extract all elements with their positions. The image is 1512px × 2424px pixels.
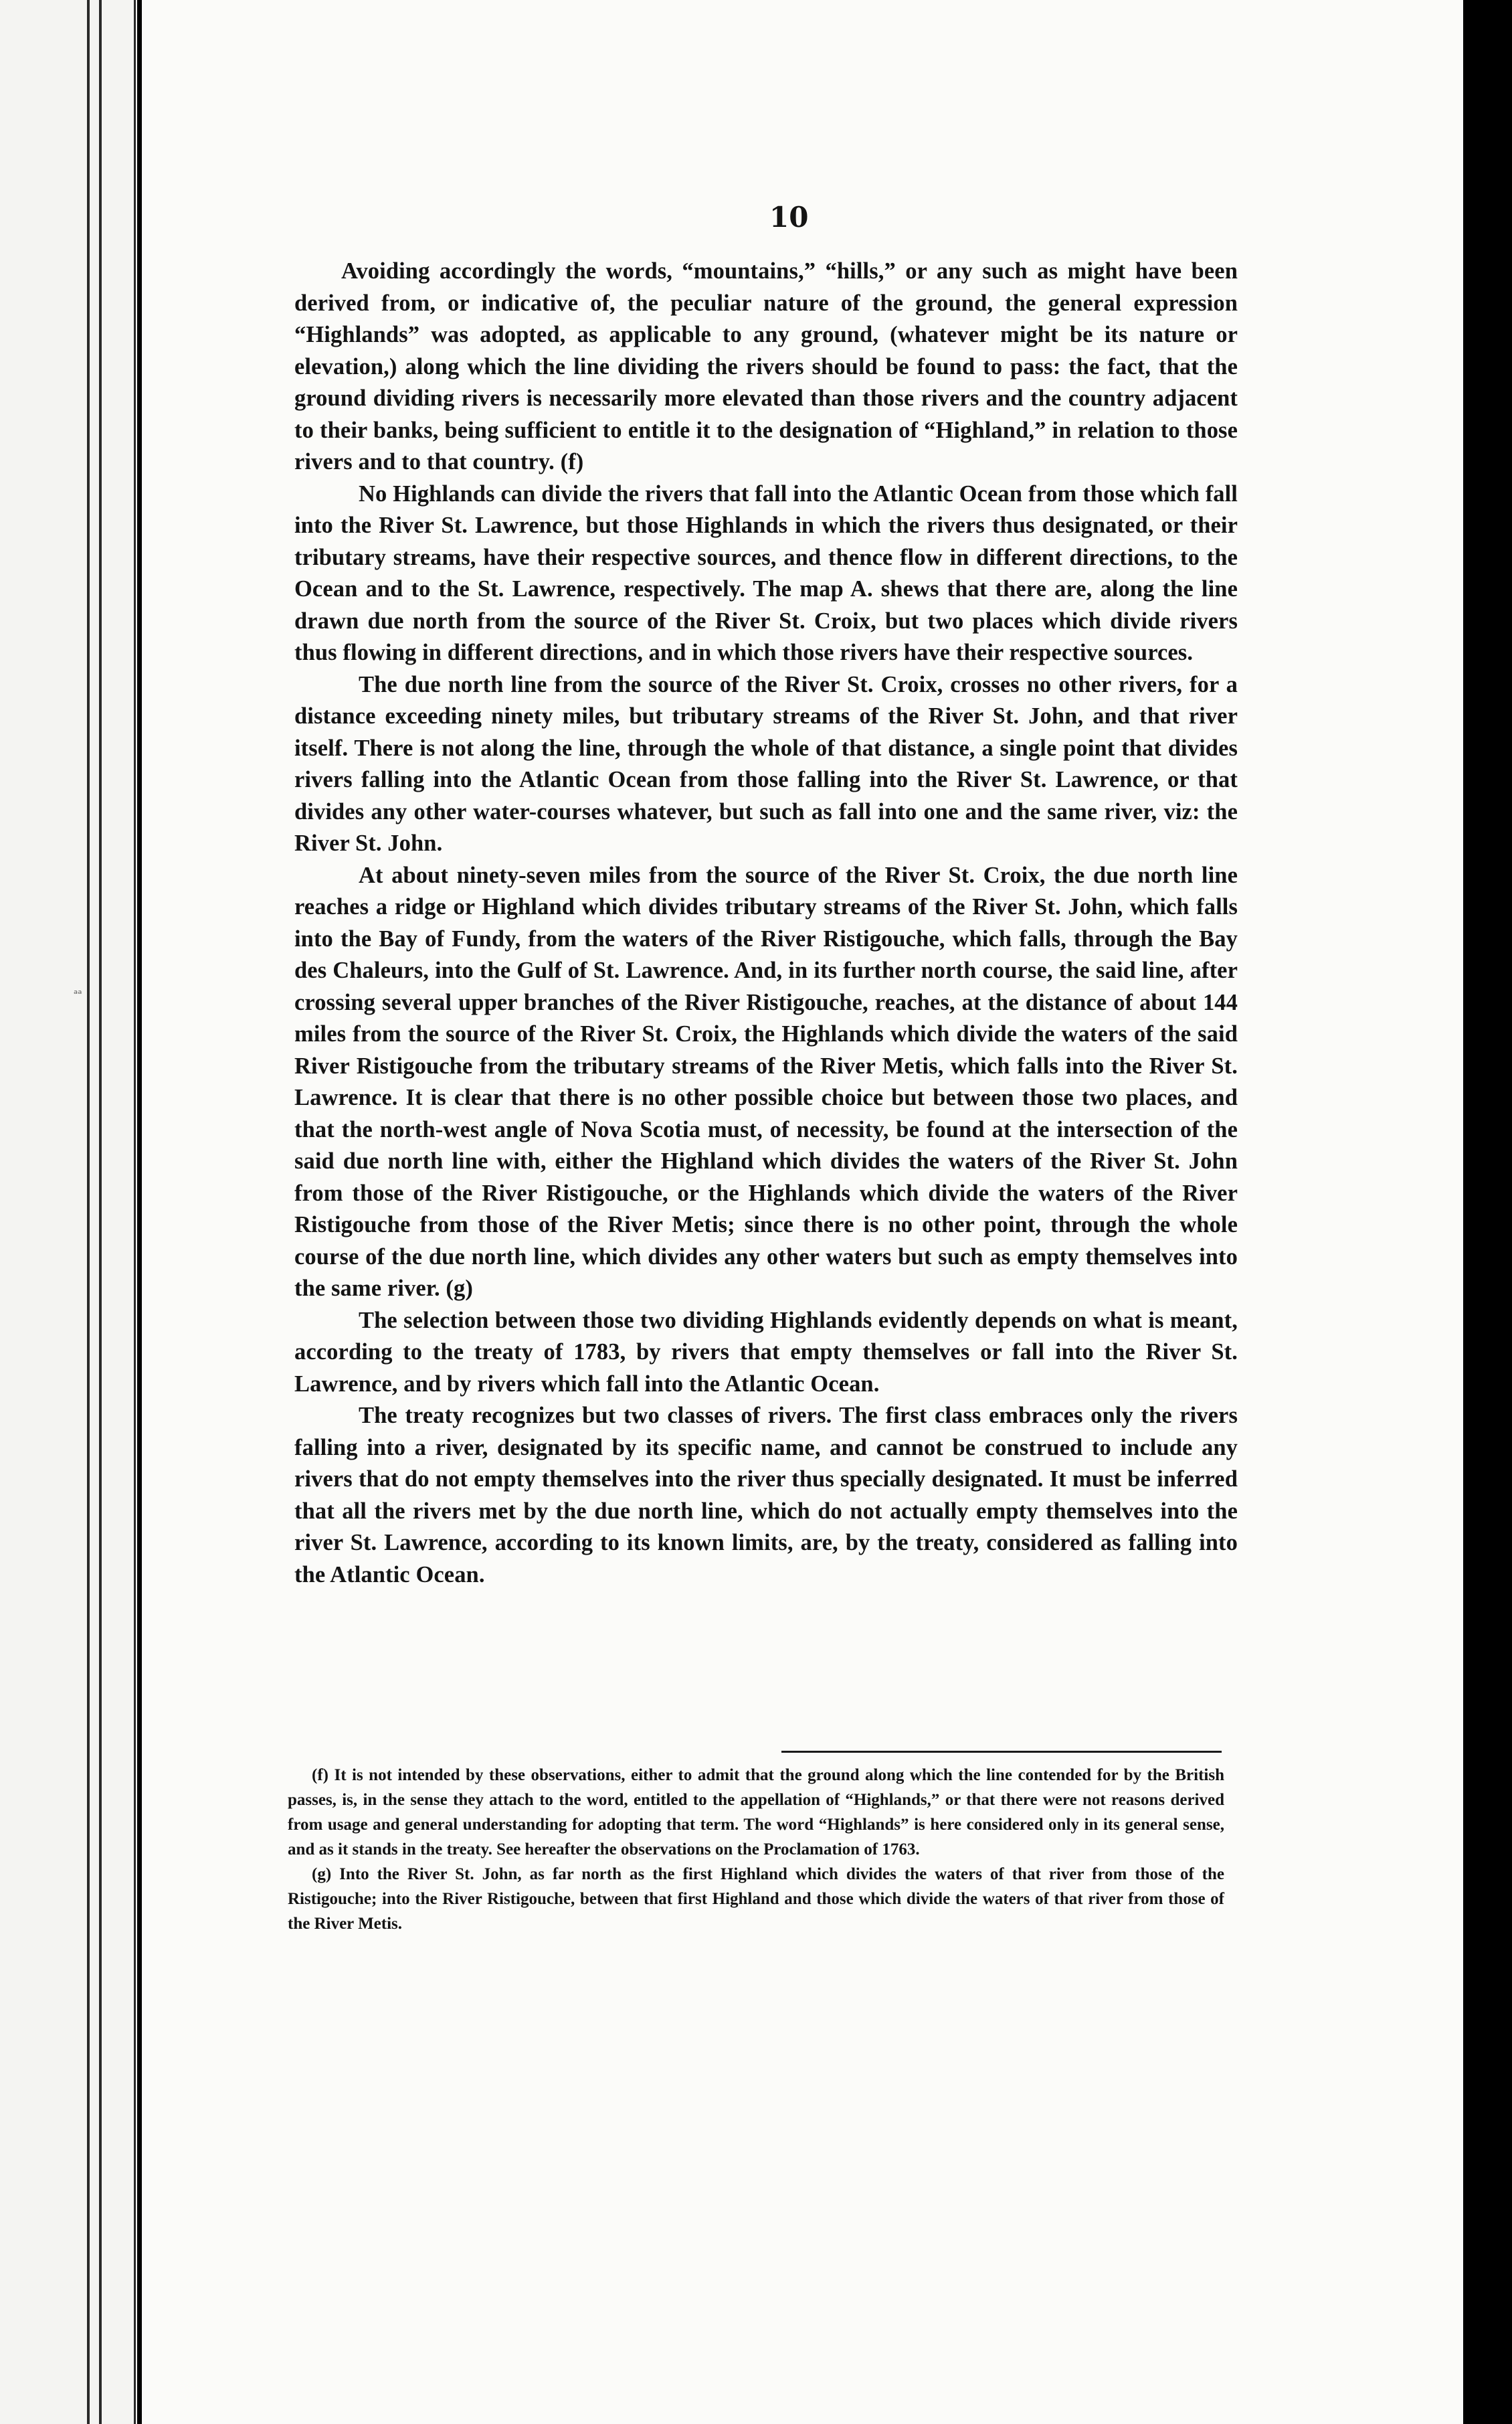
paragraph: No Highlands can divide the rivers that fall into the Atlantic Ocean from those which fall into the River St. Lawrence, but those Highlands in which the rivers thus designated, or their tributary streams, have their respective sources, and thence flow in different directions, to the Ocean and to the St. Lawrence, respectively. The map A. shews that there are, along the line drawn due north from the source of the River St. Croix, but two places which divide rivers thus flowing in different directions, and in which those rivers have their respective sources. (294, 481, 1238, 665)
body-text (294, 256, 1238, 1591)
footnotes (288, 1763, 1224, 1936)
paragraph: The selection between those two dividing Highlands evidently depends on what is meant, according to the treaty of 1783, by rivers that empty themselves or fall into the River St. Lawrence, and by rivers which fall into the Atlantic Ocean. (294, 1307, 1238, 1397)
margin-mark: ₐₐ (74, 984, 82, 997)
footnote: (f) It is not intended by these observations, either to admit that the ground along which the line contended for by the British passes, is, in the sense they attach to the word, entitled to the appellation of “Highlands,” or that there were not reasons derived from usage and general understanding for adopting that term. The word “Highlands” is here considered only in its general sense, and as it stands in the treaty. See hereafter the observations on the Proclamation of 1763. (288, 1766, 1224, 1858)
footnote: (g) Into the River St. John, as far north as the first Highland which divides the waters of that river from those of the Ristigouche; into the River Ristigouche, between that first Highland and those which divide the waters of that river from those of the River Metis. (288, 1865, 1224, 1933)
page-number: 10 (769, 201, 809, 234)
binding-line (87, 0, 90, 2424)
binding-line (99, 0, 102, 2424)
footnote-divider (781, 1751, 1222, 1753)
binding-line (134, 0, 136, 2424)
facing-page-edge (0, 0, 137, 2424)
paragraph: The treaty recognizes but two classes of rivers. The first class embraces only the rivers falling into a river, designated by its specific name, and cannot be construed to include any rivers that do not empty themselves into the river thus specially designated. It must be inferred that all the rivers met by the due north line, which do not actually empty themselves into the river St. Lawrence, according to its known limits, are, by the treaty, considered as falling into the Atlantic Ocean. (294, 1403, 1238, 1587)
paragraph: At about ninety-seven miles from the source of the River St. Croix, the due north line reaches a ridge or Highland which divides tributary streams of the River St. John, which falls into the Bay of Fundy, from the waters of the River Ristigouche, which falls, through the Bay des Chaleurs, into the Gulf of St. Lawrence. And, in its further north course, the said line, after crossing several upper branches of the River Ristigouche, reaches, at the distance of about 144 miles from the source of the River St. Croix, the Highlands which divide the waters of the said River Ristigouche from the tributary streams of the River Metis, which falls into the River St. Lawrence. It is clear that there is no other possible choice but between those two places, and that the north-west angle of Nova Scotia must, of necessity, be found at the intersection of the said due north line with, either the Highland which divides the waters of the River St. John from those of the River Ristigouche, or the Highlands which divide the waters of the River Ristigouche from those of the River Metis; since there is no other point, through the whole course of the due north line, which divides any other waters but such as empty themselves into the same river. (g) (294, 862, 1238, 1301)
paragraph: Avoiding accordingly the words, “mountains,” “hills,” or any such as might have been derived from, or indicative of, the peculiar nature of the ground, the general expression “Highlands” was adopted, as applicable to any ground, (whatever might be its nature or elevation,) along which the line dividing the rivers should be found to pass: the fact, that the ground dividing rivers is necessarily more elevated than those rivers and the country adjacent to their banks, being sufficient to entitle it to the designation of “Highland,” in relation to those rivers and to that country. (f) (294, 258, 1238, 474)
paragraph: The due north line from the source of the River St. Croix, crosses no other rivers, for a distance exceeding ninety miles, but tributary streams of the River St. John, and that river itself. There is not along the line, through the whole of that distance, a single point that divides rivers falling into the Atlantic Ocean from those falling into the River St. Lawrence, or that divides any other water-courses whatever, but such as fall into one and the same river, viz: the River St. John. (294, 671, 1238, 856)
